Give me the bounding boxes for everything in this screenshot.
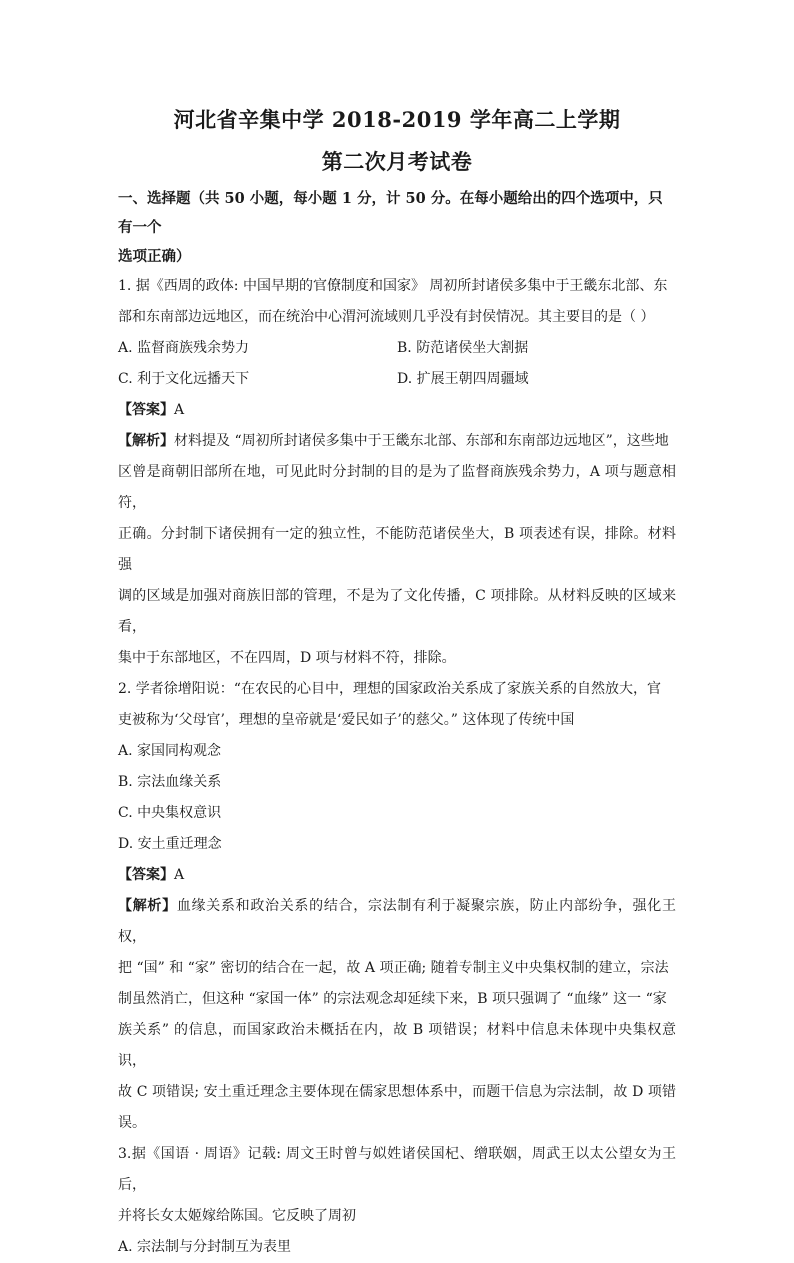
question-2-analysis-line-5: 故 C 项错误; 安土重迁理念主要体现在儒家思想体系中，而题干信息为宗法制，故 D 项错误。 [118, 1084, 676, 1131]
exam-subtitle: 第二次月考试卷 [321, 149, 473, 174]
answer-value: A [174, 867, 185, 883]
question-1-option-d: D. 扩展王朝四周疆域 [397, 371, 529, 387]
question-3-option-a: A. 宗法制与分封制互为表里 [118, 1239, 292, 1255]
answer-label: 【答案】 [118, 867, 174, 883]
question-1 [118, 271, 676, 674]
question-2-analysis-line-2: 把 “国” 和 “家” 密切的结合在一起，故 A 项正确; 随着专制主义中央集权制的建立，宗法 [118, 960, 669, 976]
question-1-stem-continued: 部和东南部边远地区，而在统治中心渭河流域则几乎没有封侯情况。其主要目的是（ ） [118, 309, 655, 325]
question-3-stem: 3.据《国语 · 周语》记载: 周文王时曾与姒姓诸侯国杞、缯联姻，周武王以太公望女为王后， [118, 1146, 676, 1193]
analysis-label: 【解析】 [118, 433, 174, 449]
question-1-option-c: C. 利于文化远播天下 [118, 371, 250, 387]
answer-label: 【答案】 [118, 402, 174, 418]
question-2-stem-continued: 吏被称为‘父母官’，理想的皇帝就是‘爱民如子’的慈父。” 这体现了传统中国 [118, 712, 575, 728]
question-1-analysis-line-2: 区曾是商朝旧部所在地，可见此时分封制的目的是为了监督商族残余势力，A 项与题意相符， [118, 464, 676, 511]
question-3-stem-continued: 并将长女太姬嫁给陈国。它反映了周初 [118, 1208, 356, 1224]
question-2-option-b: B. 宗法血缘关系 [118, 774, 222, 790]
question-2-analysis [118, 891, 676, 953]
question-1-analysis-line-3: 正确。分封制下诸侯拥有一定的独立性，不能防范诸侯坐大，B 项表述有误，排除。材料强 [118, 526, 676, 573]
question-2-option-d: D. 安土重迁理念 [118, 836, 222, 852]
question-2-analysis-line-4: 族关系” 的信息，而国家政治未概括在内，故 B 项错误；材料中信息未体现中央集权意识， [118, 1022, 676, 1069]
question-1-answer [118, 395, 676, 426]
analysis-label: 【解析】 [118, 898, 177, 914]
question-1-analysis [118, 426, 676, 457]
section-heading: 一、选择题（共 50 小题，每小题 1 分，计 50 分。在每小题给出的四个选项中，只有一个 [118, 190, 663, 236]
section-heading-continued: 选项正确） [118, 248, 191, 265]
question-1-stem: 1. 据《西周的政体: 中国早期的官僚制度和国家》 周初所封诸侯多集中于王畿东北部、东 [118, 278, 668, 294]
analysis-text: 材料提及 “周初所封诸侯多集中于王畿东北部、东部和东南部边远地区”，这些地 [174, 433, 669, 449]
question-1-options-row-1 [118, 333, 676, 364]
question-2-option-a: A. 家国同构观念 [118, 743, 222, 759]
analysis-text: 血缘关系和政治关系的结合，宗法制有利于凝聚宗族，防止内部纷争，强化王权， [118, 898, 676, 945]
question-2-stem: 2. 学者徐增阳说：“在农民的心目中，理想的国家政治关系成了家族关系的自然放大，官 [118, 681, 661, 697]
question-2-answer [118, 860, 676, 891]
question-1-option-b: B. 防范诸侯坐大割据 [397, 340, 529, 356]
question-2 [118, 674, 676, 1139]
question-1-options-row-2 [118, 364, 676, 395]
question-3 [118, 1139, 676, 1263]
answer-value: A [174, 402, 185, 418]
question-2-option-c: C. 中央集权意识 [118, 805, 222, 821]
question-1-analysis-line-5: 集中于东部地区，不在四周，D 项与材料不符，排除。 [118, 650, 456, 666]
exam-title: 河北省辛集中学 2018-2019 学年高二上学期 [173, 107, 621, 132]
question-1-option-a: A. 监督商族残余势力 [118, 340, 250, 356]
question-2-analysis-line-3: 制虽然消亡，但这种 “家国一体” 的宗法观念却延续下来，B 项只强调了 “血缘” 这一 “家 [118, 991, 667, 1007]
question-1-analysis-line-4: 调的区域是加强对商族旧部的管理，不是为了文化传播，C 项排除。从材料反映的区域来看， [118, 588, 676, 635]
